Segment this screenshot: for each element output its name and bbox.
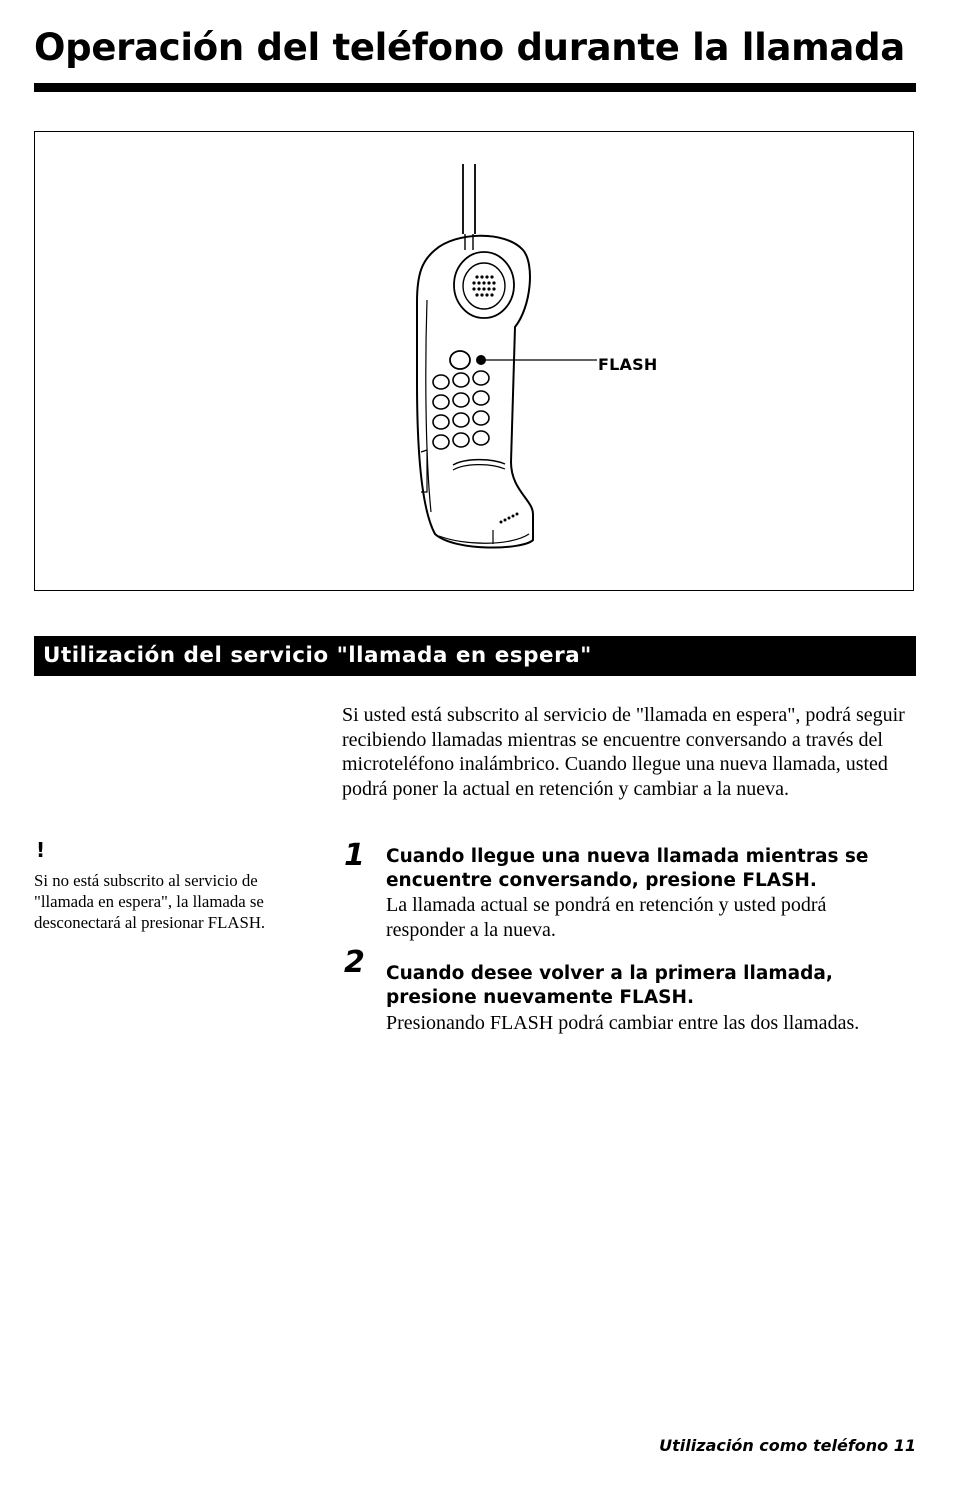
- page-footer: Utilización como teléfono 11: [659, 1436, 916, 1455]
- note-warning-icon: !: [36, 838, 46, 862]
- step-2-body: Presionando FLASH podrá cambiar entre las dos llamadas.: [386, 1012, 860, 1034]
- cordless-handset-illustration: [35, 132, 913, 590]
- step-2-heading: Cuando desee volver a la primera llamada, presione nuevamente FLASH.: [386, 963, 833, 1008]
- section-heading: Utilización del servicio "llamada en espera": [34, 636, 916, 676]
- flash-callout-label: FLASH: [598, 355, 658, 374]
- page-title: Operación del teléfono durante la llamada: [34, 26, 905, 69]
- handset-figure: [34, 131, 914, 591]
- intro-paragraph: Si usted está subscrito al servicio de "llamada en espera", podrá seguir recibiendo llamadas mientras se encuentre conversando a través del microteléfono inalámbrico. Cuando llegue una nueva llamada, usted podrá poner la actual en retención y cambiar a la nueva.: [342, 704, 905, 800]
- note-text: Si no está subscrito al servicio de "llamada en espera", la llamada se desconectará al presionar FLASH.: [34, 871, 266, 932]
- step-1-heading: Cuando llegue una nueva llamada mientras se encuentre conversando, presione FLASH.: [386, 846, 869, 891]
- title-rule: [34, 83, 916, 92]
- step-1-number: 1: [344, 838, 365, 873]
- step-2-number: 2: [344, 945, 365, 980]
- step-1-body: La llamada actual se pondrá en retención y usted podrá responder a la nueva.: [386, 894, 827, 941]
